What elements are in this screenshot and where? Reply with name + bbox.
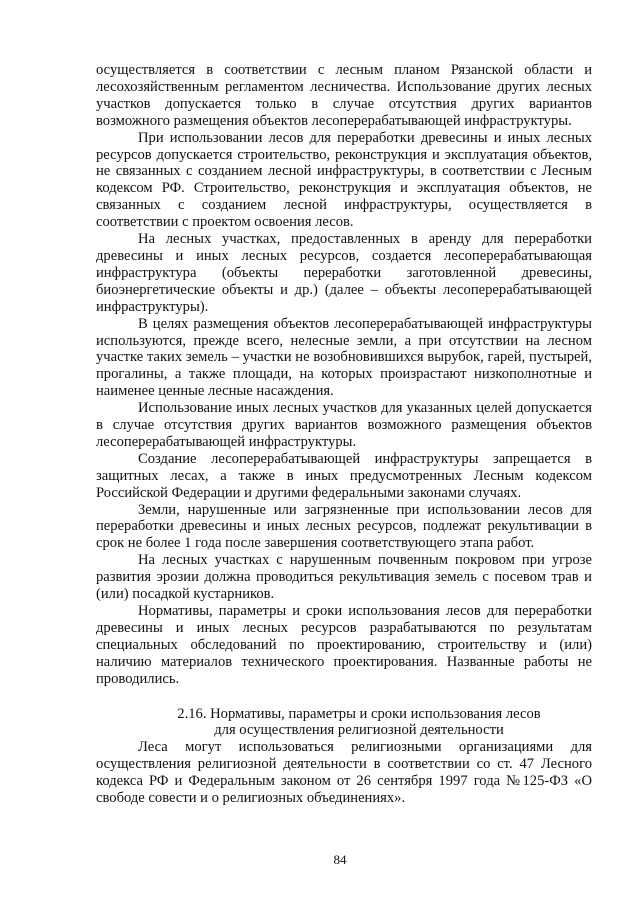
paragraph-1: осуществляется в соответствии с лесным планом Рязанской области и лесохозяйственным регламентом лесничества. Использование других лесных участков допускается только в случае отсутствия других вариантов возможного размещения объектов лесоперерабатывающей инфраструктуры. — [96, 62, 592, 129]
paragraph-8: На лесных участках с нарушенным почвенным покровом при угрозе развития эрозии должна проводиться рекультивация земель с посевом трав и (или) посадкой кустарников. — [96, 552, 592, 603]
paragraph-4: В целях размещения объектов лесоперерабатывающей инфраструктуры используются, прежде всего, нелесные земли, а при отсутствии на лесном участке таких земель – участки не возобновившихся вырубок, гарей, пустырей, прогалины, а также площади, на которых произрастают низкополнотные и наименее ценные лесные насаждения. — [96, 315, 592, 400]
paragraph-3: На лесных участках, предоставленных в аренду для переработки древесины и иных лесных ресурсов, создается лесоперерабатывающая инфраструктура (объекты переработки заготовленной древесины, биоэнергетические объекты и др.) (далее – объекты лесоперерабатывающей инфраструктуры). — [96, 231, 592, 315]
page-number: 84 — [333, 852, 347, 867]
final-paragraph: Леса могут использоваться религиозными организациями для осуществления религиозной деятельности в соответствии со ст. 47 Лесного кодекса РФ и Федеральным законом от 26 сентября 1997 года №125-ФЗ «О свободе совести и о религиозных объединениях». — [96, 739, 592, 807]
paragraph-9: Нормативы, параметры и сроки использования лесов для переработки древесины и иных лесных ресурсов разрабатываются по результатам специальных обследований по проектированию, строительству и (или) наличию материалов технического проектирования. Названные работы не проводились. — [96, 603, 592, 687]
section-heading-line-2: для осуществления религиозной деятельности — [214, 722, 504, 739]
section-heading — [96, 706, 592, 740]
paragraph-7: Земли, нарушенные или загрязненные при использовании лесов для переработки древесины и иных лесных ресурсов, подлежат рекультивации в срок не более 1 года после завершения соответствующего этапа работ. — [96, 501, 592, 552]
body-text — [96, 62, 592, 688]
section-heading-line-1: 2.16. Нормативы, параметры и сроки использования лесов — [177, 705, 541, 722]
paragraph-2: При использовании лесов для переработки древесины и иных лесных ресурсов допускается строительство, реконструкция и эксплуатация объектов, не связанных с созданием лесной инфраструктуры, в соответствии с Лесным кодексом РФ. Строительство, реконструкция и эксплуатация объектов, не связанных с созданием лесной инфраструктуры, осуществляется в соответствии с проектом освоения лесов. — [96, 129, 592, 231]
paragraph-6: Создание лесоперерабатывающей инфраструктуры запрещается в защитных лесах, а также в иных предусмотренных Лесным кодексом Российской Федерации и другими федеральными законами случаях. — [96, 450, 592, 501]
paragraph-5: Использование иных лесных участков для указанных целей допускается в случае отсутствия других вариантов возможного размещения объектов лесоперерабатывающей инфраструктуры. — [96, 400, 592, 450]
